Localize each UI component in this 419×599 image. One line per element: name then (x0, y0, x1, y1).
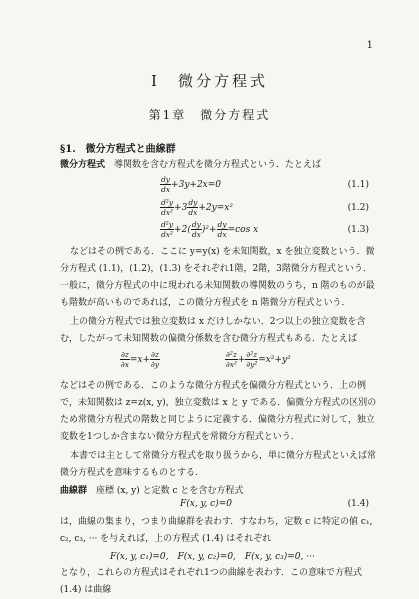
eq3-denominator-2: dx (191, 230, 201, 239)
equation-1-4: F(x, y, c)=0 (180, 499, 232, 509)
eq2-middle: +3 (174, 203, 188, 213)
eq1-rest: +3y+2x=0 (171, 180, 222, 190)
paragraph-5 (60, 483, 380, 500)
eq3-denominator-1: dx² (161, 230, 174, 239)
paragraph-4: 本書では主として常微分方程式を取り扱うから，単に微分方程式といえば常微分方程式を意味するものとする． (60, 451, 377, 478)
eq4b-numerator-2: ∂²z (246, 350, 258, 359)
eq2-denominator-2: dx (188, 208, 198, 217)
eq4a-denominator-1: ∂x (120, 360, 129, 369)
eq4a-denominator-2: ∂y (150, 360, 159, 369)
eq1-numerator: dy (161, 175, 171, 184)
eq4b-rest: =x²+y² (258, 355, 291, 365)
eq3-middle: +2( (174, 225, 191, 235)
equation-1-3 (160, 220, 258, 239)
eq3-rest: =cos x (227, 225, 259, 235)
eq2-numerator-1: d²y (161, 198, 174, 207)
eq4a-numerator-1: ∂z (121, 350, 129, 359)
paragraph-6: は，曲線の集まり，つまり曲線群を表わす．すなわち，定数 c に特定の値 c₁, c₂, c₃, ··· を与えれば，上の方程式 (1.4) はそれぞれ (60, 517, 373, 544)
paragraph-1: などはその例である．ここに y=y(x) を未知関数，x を独立変数という．微分方程式 (1.1)，(1.2)，(1.3) をそれぞれ1階，2階，3階微分方程式という．一般に，微分方程式の中に現われる未知関数の導関数のうち，n 階のものが最も階数が高いものであれば，この微分方程式を n 階微分方程式という． (60, 247, 375, 308)
eq3-denominator-3: dx (217, 230, 227, 239)
section-title: §1. 微分方程式と曲線群 (60, 144, 176, 155)
equation-1-2 (160, 198, 233, 217)
eq3-numerator-2: dy (191, 220, 201, 229)
intro-term: 微分方程式 (60, 160, 106, 170)
paragraph-2: 上の微分方程式では独立変数は x だけしかない．2つ以上の独立変数を含む，したがって未知関数の偏微分係数を含む微分方程式もある．たとえば (60, 317, 366, 344)
eq2-rest: +2y=x² (198, 203, 233, 213)
equation-pde-2 (225, 350, 291, 369)
chapter-title: 第1章 微分方程式 (148, 108, 271, 122)
eq3-middle-2: )²+ (201, 225, 217, 235)
curve-family-text: 座標 (x, y) と定数 c とを含む方程式 (87, 486, 244, 496)
eq4a-middle: =x+ (129, 355, 151, 365)
eq1-denominator: dx (161, 185, 171, 194)
eq4b-denominator-2: ∂y² (246, 360, 258, 369)
intro-text: 導関数を含む方程式を微分方程式という．たとえば (105, 160, 322, 170)
curve-family-term: 曲線群 (60, 486, 88, 496)
eq4b-denominator-1: ∂x² (225, 360, 237, 369)
equation-1-2-label: (1.2) (347, 203, 369, 213)
paragraph-3: などはその例である．このような微分方程式を偏微分方程式という．上の例で，未知関数は z=z(x, y)，独立変数は x と y である．偏微分方程式の区別のため常微分方程式の階数と同じように定義する．偏微分方程式に対して，独立変数を1つしか含まない微分方程式を常微分方程式という． (60, 381, 377, 442)
paragraph-7: となり，これらの方程式はそれぞれ1つの曲線を表わす．この意味で方程式 (1.4) は曲線 (60, 568, 363, 595)
eq4a-numerator-2: ∂z (151, 350, 159, 359)
intro-paragraph (60, 157, 380, 174)
page-number: 1 (366, 40, 373, 51)
part-title: I 微分方程式 (151, 72, 268, 90)
eq2-numerator-2: dy (188, 198, 198, 207)
eq2-denominator-1: dx² (161, 208, 174, 217)
equation-1-1-label: (1.1) (347, 180, 369, 190)
eq3-numerator-1: d²y (161, 220, 174, 229)
equation-curves: F(x, y, c₁)=0, F(x, y, c₂)=0, F(x, y, c₃)=0, ··· (110, 552, 315, 562)
equation-1-3-label: (1.3) (347, 225, 369, 235)
equation-1-1 (160, 175, 221, 194)
eq4b-middle: + (237, 355, 246, 365)
equation-1-4-label: (1.4) (347, 499, 369, 509)
eq4b-numerator-1: ∂²z (226, 350, 237, 359)
eq3-numerator-3: dy (217, 220, 227, 229)
equation-pde-1 (120, 350, 160, 369)
